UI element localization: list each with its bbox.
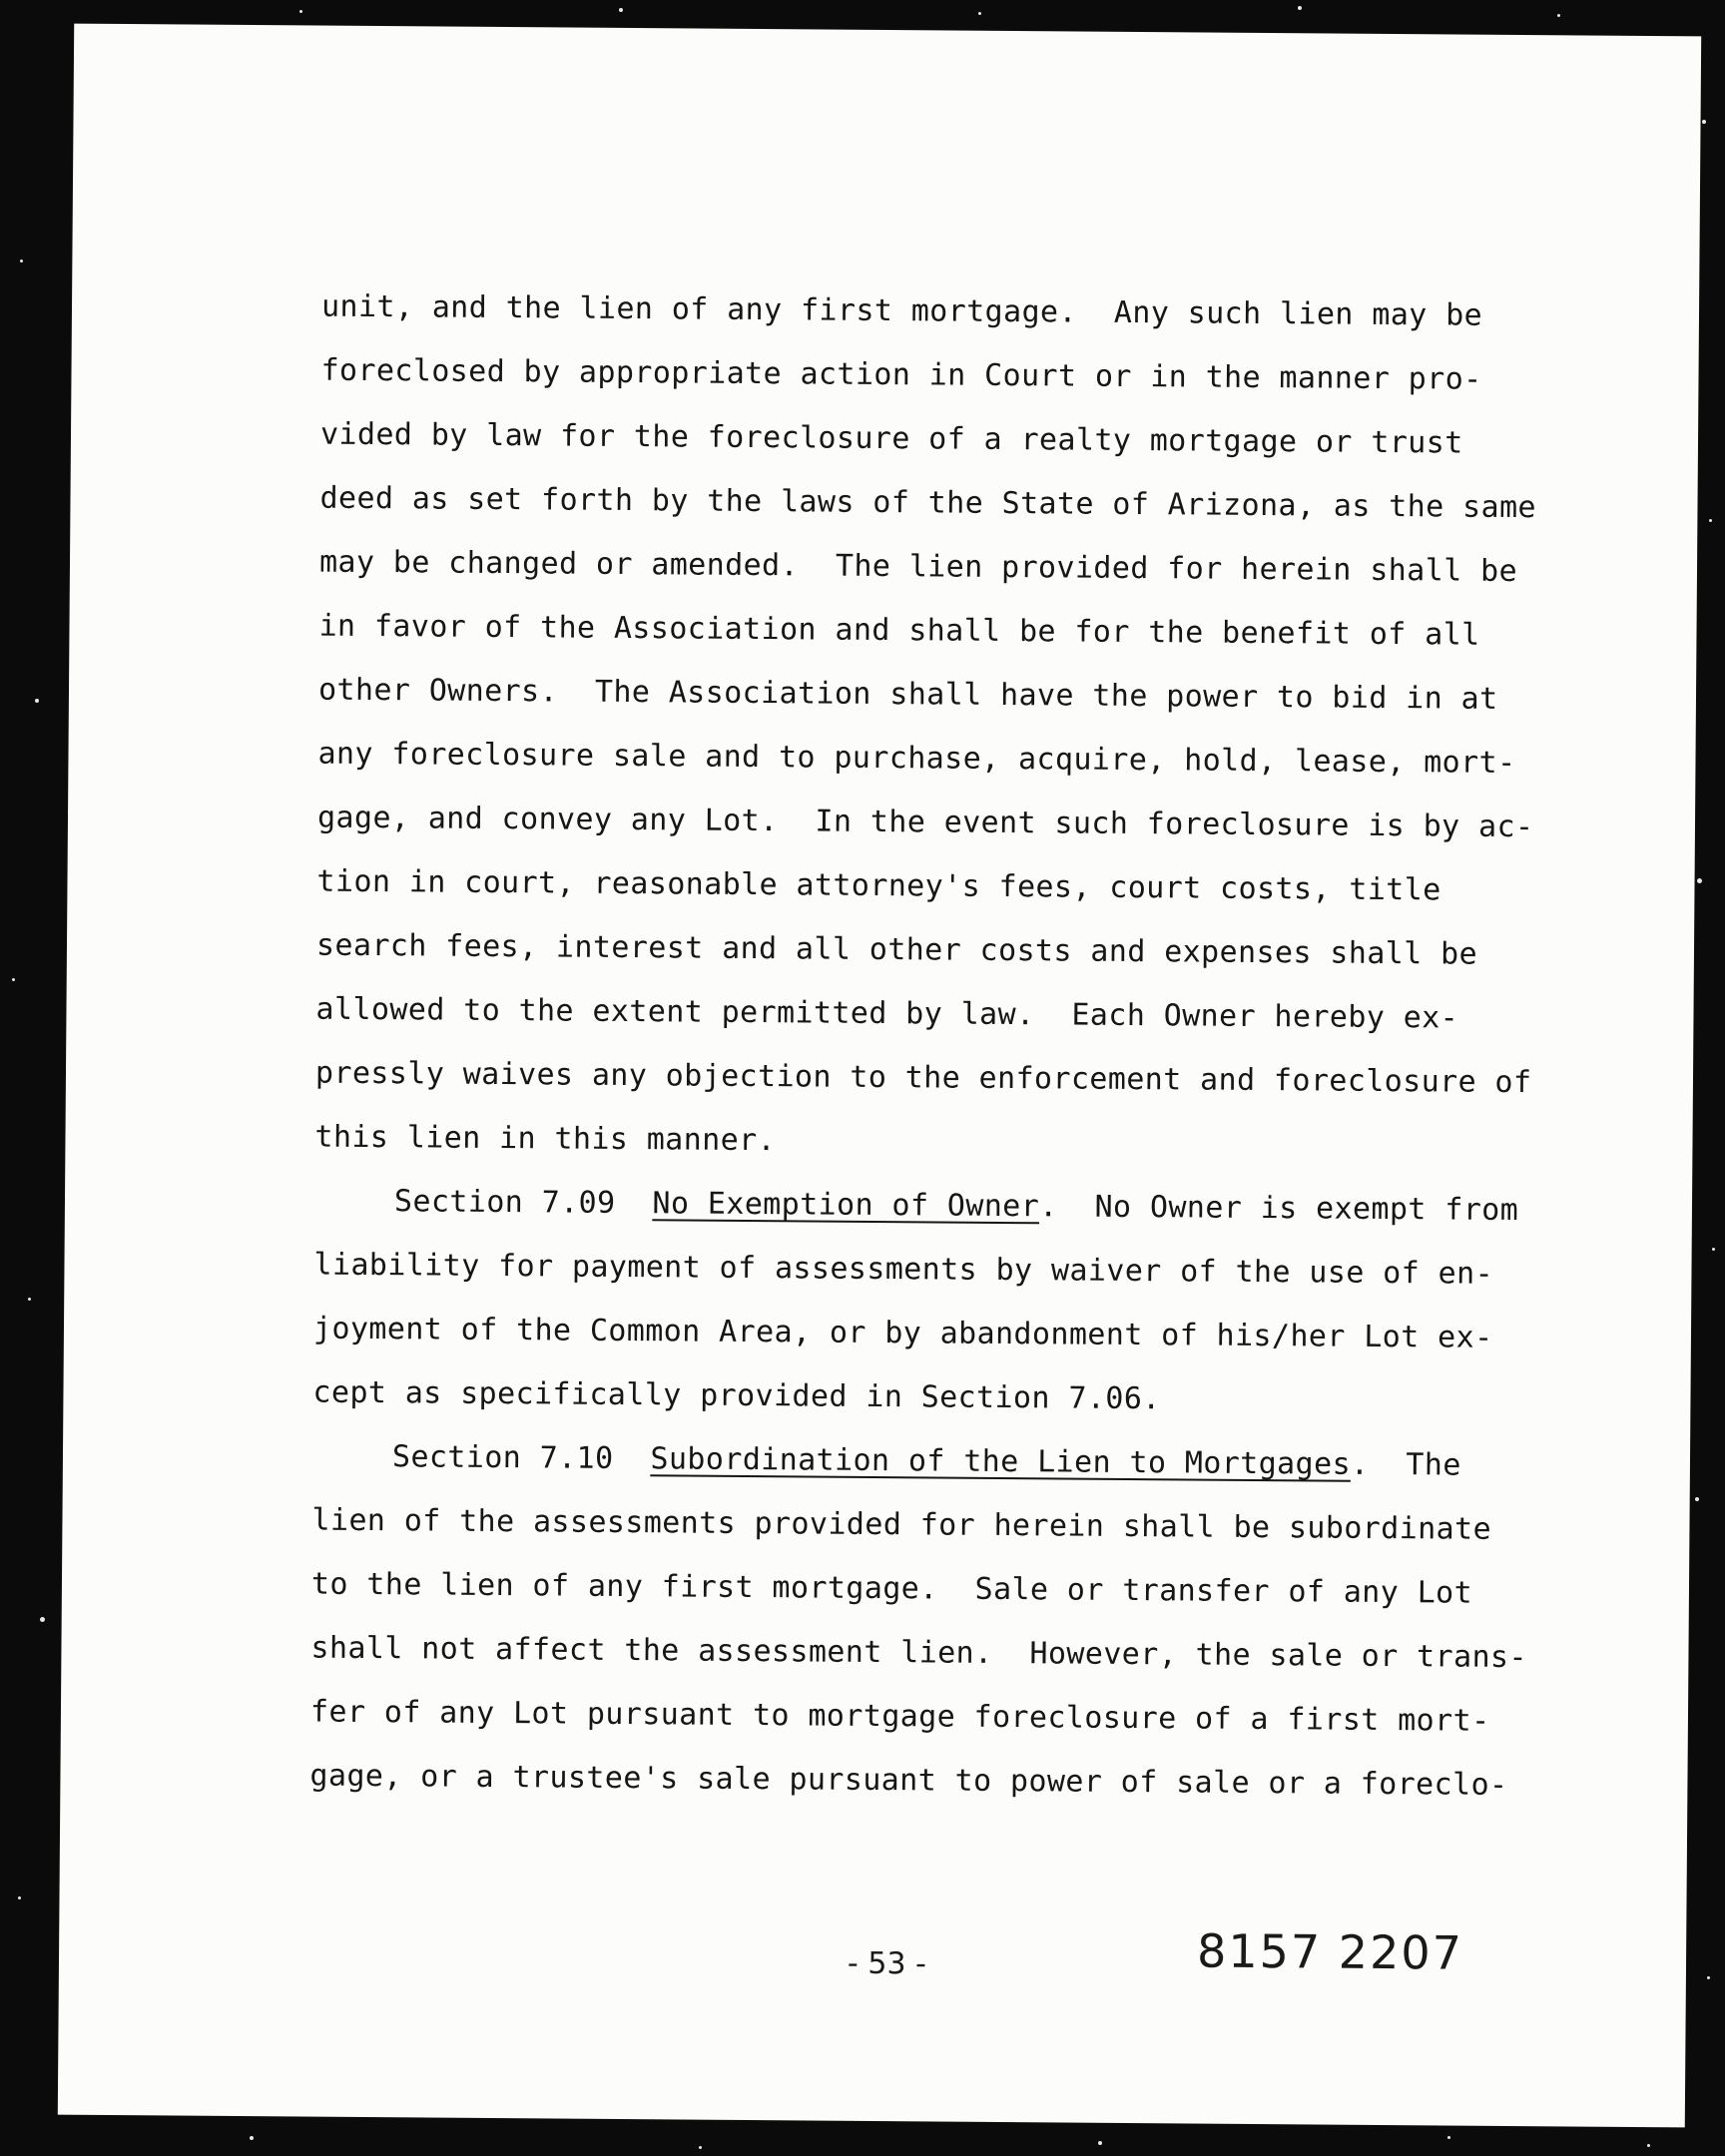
scan-speck	[1702, 120, 1706, 124]
scan-speck	[1709, 519, 1712, 522]
paragraph-line: gage, and convey any Lot. In the event such foreclosure is by ac-	[316, 800, 1534, 845]
page-number: - 53 -	[847, 1945, 927, 1982]
section-number: Section 7.10	[391, 1439, 614, 1476]
scan-speck	[1712, 1248, 1715, 1251]
scan-speck	[1447, 2136, 1450, 2139]
paragraph-line: cept as specifically provided in Section 7.06.	[312, 1374, 1161, 1417]
paragraph-line: vided by law for the foreclosure of a realty mortgage or trust	[319, 416, 1463, 461]
scan-speck	[1557, 14, 1560, 17]
paragraph-line: may be changed or amended. The lien provided for herein shall be	[318, 544, 1518, 590]
scan-speck	[619, 8, 623, 12]
document-page	[58, 24, 1701, 2128]
paragraph-line: foreclosed by appropriate action in Court or in the manner pro-	[320, 352, 1482, 397]
paragraph-line: deed as set forth by the laws of the State of Arizona, as the same	[319, 480, 1537, 526]
paragraph-line: tion in court, reasonable attorney's fees, court costs, title	[316, 863, 1441, 908]
scan-speck	[1697, 878, 1702, 883]
paragraph-line: fer of any Lot pursuant to mortgage foreclosure of a first mort-	[309, 1694, 1490, 1739]
section-heading-710	[312, 1425, 1590, 1499]
section-title: No Exemption of Owner	[652, 1186, 1040, 1225]
paragraph-line: to the lien of any first mortgage. Sale or transfer of any Lot	[310, 1566, 1473, 1611]
paragraph-line: lien of the assessments provided for herein shall be subordinate	[311, 1502, 1492, 1547]
paragraph-line: liability for payment of assessments by waiver of the use of en-	[313, 1247, 1494, 1292]
section-title: Subordination of the Lien to Mortgages	[650, 1441, 1352, 1482]
scan-speck	[20, 260, 23, 263]
paragraph-line: shall not affect the assessment lien. However, the sale or trans-	[310, 1630, 1528, 1676]
paragraph-line: allowed to the extent permitted by law. Each Owner hereby ex-	[315, 991, 1459, 1036]
paragraph-line: any foreclosure sale and to purchase, acquire, hold, lease, mort-	[317, 736, 1516, 781]
section-heading-rest: . No Owner is exempt from	[1039, 1189, 1519, 1229]
scan-speck	[1098, 2141, 1102, 2145]
scan-speck	[12, 978, 15, 981]
scan-speck	[1647, 2144, 1650, 2147]
paragraph-line: this lien in this manner.	[314, 1119, 777, 1159]
body-text	[309, 275, 1599, 1819]
paragraph-line: in favor of the Association and shall be for the benefit of all	[318, 608, 1480, 653]
scan-speck	[28, 1298, 31, 1301]
section-heading-rest: . The	[1350, 1446, 1461, 1483]
scan-speck	[1695, 1497, 1699, 1501]
paragraph-line: other Owners. The Association shall have the power to bid in at	[317, 672, 1498, 717]
scan-speck	[35, 699, 39, 703]
section-heading-709	[314, 1170, 1592, 1244]
paragraph-line: gage, or a trustee's sale pursuant to power of sale or a foreclo-	[309, 1758, 1508, 1803]
scan-speck	[978, 12, 981, 15]
paragraph-line: search fees, interest and all other costs and expenses shall be	[315, 927, 1478, 972]
section-number: Section 7.09	[393, 1184, 616, 1221]
scan-speck	[699, 2146, 702, 2149]
scan-speck	[18, 1896, 21, 1899]
scan-speck	[299, 10, 302, 13]
scan-speck	[1298, 6, 1302, 10]
scan-speck	[1707, 1976, 1710, 1979]
scan-speck	[40, 1617, 45, 1622]
record-code: 8157 2207	[1196, 1923, 1464, 1980]
paragraph-line: pressly waives any objection to the enforcement and foreclosure of	[314, 1055, 1532, 1101]
paragraph-line: unit, and the lien of any first mortgage. Any such lien may be	[320, 288, 1483, 333]
paragraph-line: joyment of the Common Area, or by abandonment of his/her Lot ex-	[312, 1311, 1493, 1355]
scan-speck	[250, 2136, 254, 2140]
